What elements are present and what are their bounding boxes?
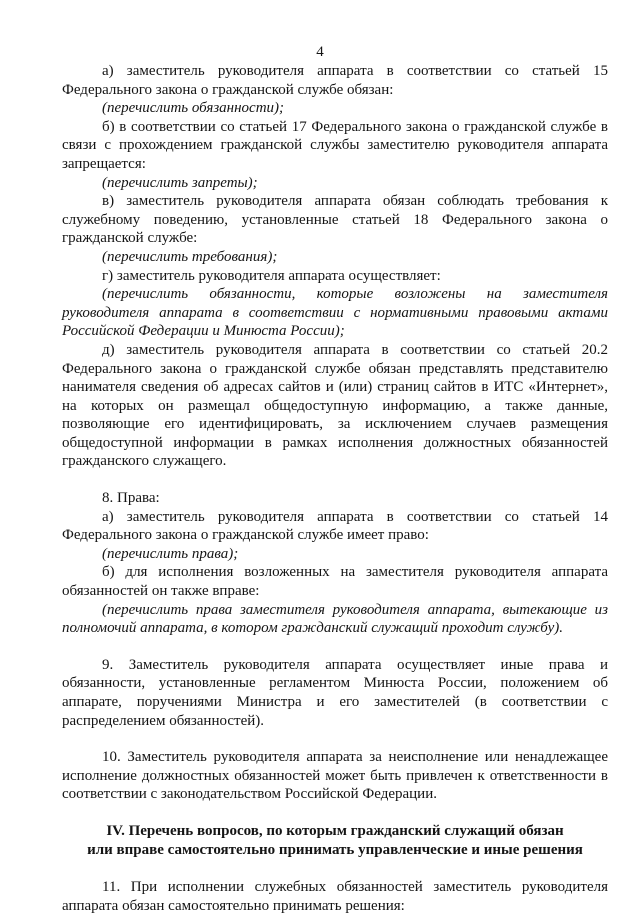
duty-item-c: в) заместитель руководителя аппарата обязан соблюдать требования к служебному поведению, установленные статьей 18 Федерального закона о гражданской службе: (62, 193, 608, 247)
duty-item-b: б) в соответствии со статьей 17 Федерального закона о гражданской службе в связи с прохождением гражданской службы заместителю руководителя аппарата запрещается: (62, 118, 608, 172)
rights-note-b: (перечислить права заместителя руководителя аппарата, вытекающие из полномочий аппарата, в котором гражданский служащий проходит службу). (62, 601, 608, 637)
rights-item-b: б) для исполнения возложенных на заместителя руководителя аппарата обязанностей он также вправе: (62, 564, 608, 600)
section-8-title: 8. Права: (102, 490, 160, 507)
section-10-text: 10. Заместитель руководителя аппарата за неисполнение или ненадлежащее исполнение должностных обязанностей может быть привлечен к ответственности в соответствии с законодательством Российской Федерации. (62, 749, 608, 803)
duty-item-d: г) заместитель руководителя аппарата осуществляет: (102, 267, 441, 284)
duty-note-c: (перечислить требования); (102, 248, 278, 265)
duty-note-a: (перечислить обязанности); (102, 100, 285, 117)
page-number: 4 (316, 44, 324, 60)
duty-note-d: (перечислить обязанности, которые возложены на заместителя руководителя аппарата в соответствии с нормативными правовыми актами Российской Федерации и Минюста России); (62, 286, 608, 340)
duty-item-a: а) заместитель руководителя аппарата в соответствии со статьей 15 Федерального закона о гражданской службе обязан: (62, 63, 608, 98)
section-iv-heading (62, 822, 608, 860)
section-9-text: 9. Заместитель руководителя аппарата осуществляет иные права и обязанности, установленные регламентом Минюста России, положением об аппарате, поручениями Министра и его заместителей (в соответствии с распределением обязанностей). (62, 656, 608, 729)
document-body (62, 62, 608, 915)
duty-item-e: д) заместитель руководителя аппарата в соответствии со статьей 20.2 Федерального закона о гражданской службе обязан представлять представителю нанимателя сведения об адресах сайтов и (или) страниц сайтов в ИТС «Интернет», на которых он размещал общедоступную информацию, а также данные, позволяющие его идентифицировать, за исключением случаев размещения общедоступной информации в рамках исполнения должностных обязанностей гражданского служащего. (62, 341, 608, 470)
section-11-text: 11. При исполнении служебных обязанностей заместитель руководителя аппарата обязан самостоятельно принимать решения: (62, 878, 608, 914)
spacer (62, 804, 608, 822)
rights-note-a: (перечислить права); (102, 545, 239, 562)
spacer (62, 638, 608, 656)
heading-line-2: или вправе самостоятельно принимать управленческие и иные решения (87, 841, 583, 858)
spacer (62, 730, 608, 748)
rights-item-a: а) заместитель руководителя аппарата в соответствии со статьей 14 Федерального закона о гражданской службе имеет право: (62, 508, 608, 544)
duty-note-b: (перечислить запреты); (102, 174, 258, 191)
heading-line-1: IV. Перечень вопросов, по которым гражданский служащий обязан (106, 822, 564, 839)
spacer (62, 860, 608, 878)
spacer (62, 471, 608, 489)
